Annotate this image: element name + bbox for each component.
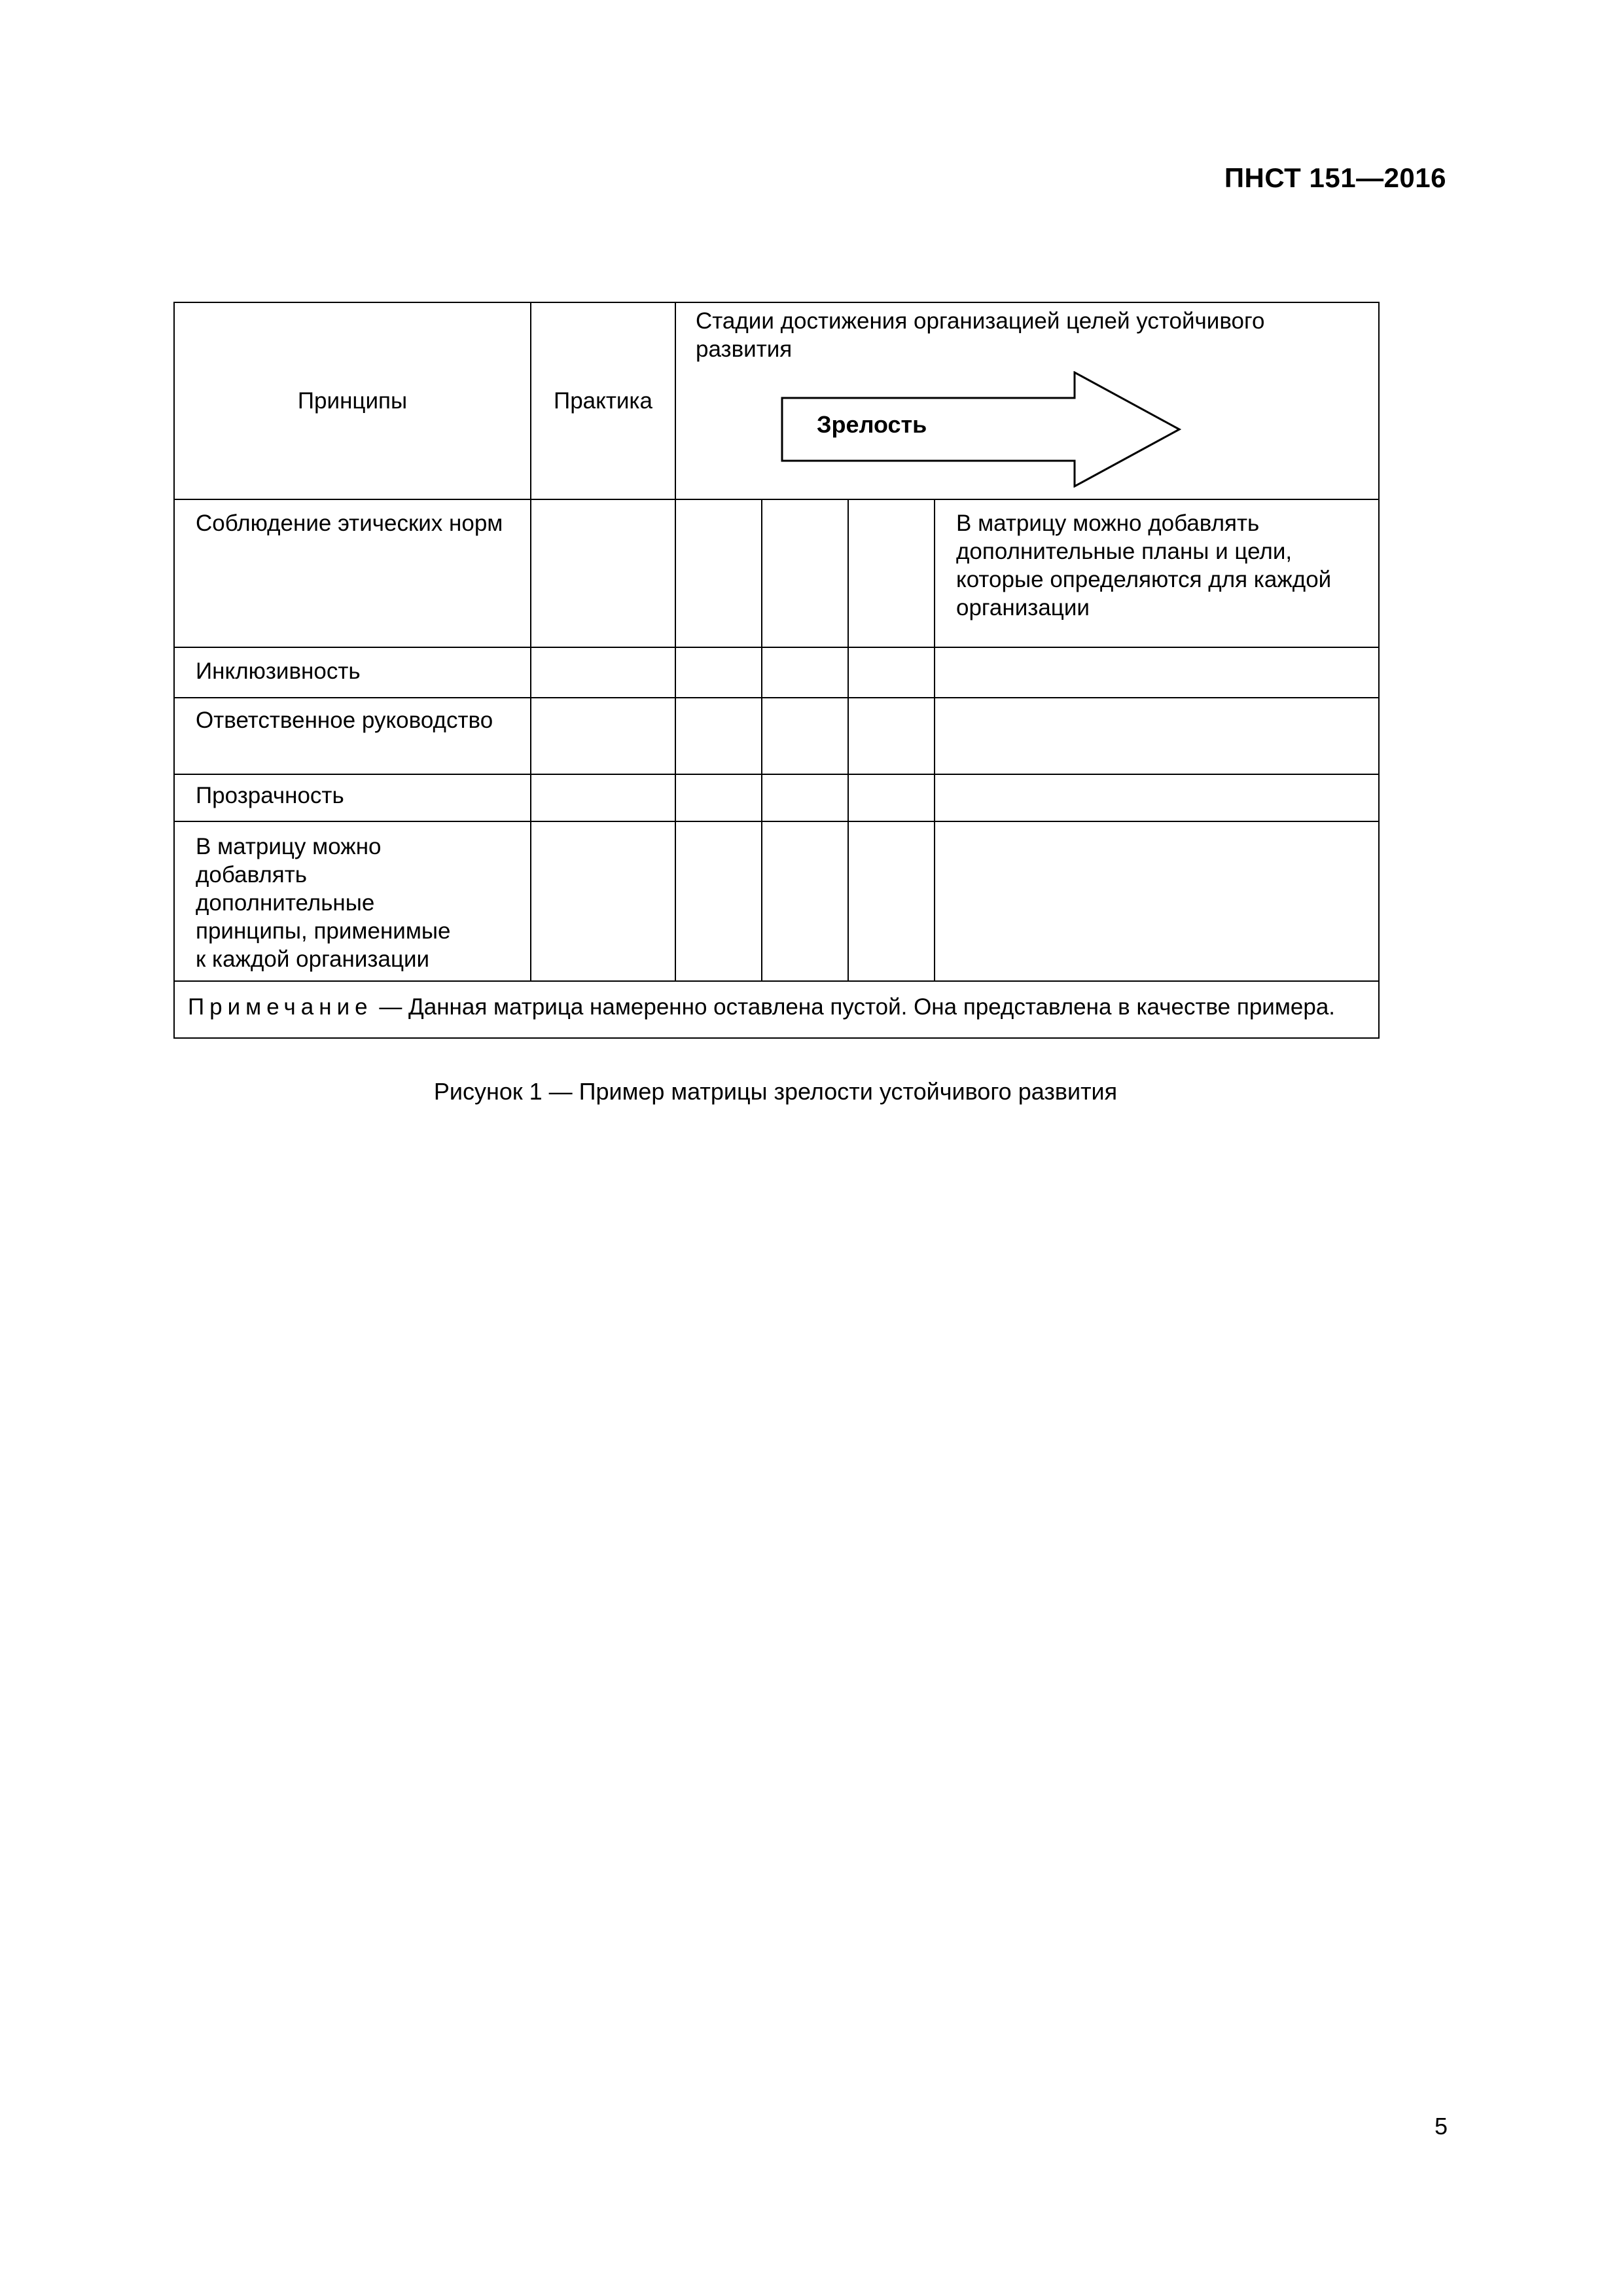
stage-cell (848, 499, 935, 647)
page-number: 5 (1434, 2113, 1448, 2140)
principle-cell (174, 698, 531, 774)
table-row (174, 499, 1379, 647)
practice-cell (531, 821, 675, 981)
stage-cell (675, 698, 762, 774)
stage-cell (675, 647, 762, 698)
extra-text: В матрицу можно добавлять дополнительные планы и цели, которые определяются для каждой организации (956, 511, 1332, 620)
stage-cell (762, 774, 848, 821)
stage-cell (848, 698, 935, 774)
practice-cell (531, 774, 675, 821)
stage-cell (675, 821, 762, 981)
header-stages (675, 302, 1379, 499)
extra-cell (935, 499, 1379, 647)
note-text: — Данная матрица намеренно оставлена пустой. Она представлена в качестве примера. (372, 994, 1336, 1020)
document-code: ПНСТ 151—2016 (1224, 162, 1446, 193)
principle-text: В матрицу можно добавлять дополнительные принципы, применимые к каждой организации (196, 834, 451, 972)
arrow-label: Зрелость (817, 411, 927, 438)
principle-text: Инклюзивность (196, 658, 361, 684)
note-label: Примечание (188, 994, 373, 1020)
table-row (174, 698, 1379, 774)
maturity-arrow-icon (781, 371, 1181, 488)
stage-cell (675, 774, 762, 821)
stage-cell (848, 821, 935, 981)
table-row (174, 774, 1379, 821)
maturity-matrix-table (173, 302, 1380, 1039)
extra-cell (935, 698, 1379, 774)
practice-cell (531, 698, 675, 774)
extra-cell (935, 774, 1379, 821)
stage-cell (675, 499, 762, 647)
stage-cell (762, 821, 848, 981)
principle-cell (174, 647, 531, 698)
stage-cell (848, 774, 935, 821)
stages-label: Стадии достижения организацией целей устойчивого развития (696, 308, 1265, 362)
stage-cell (848, 647, 935, 698)
principle-text: Ответственное руководство (196, 708, 493, 733)
header-practice: Практика (531, 302, 675, 499)
extra-cell (935, 647, 1379, 698)
table-row (174, 821, 1379, 981)
principle-cell (174, 774, 531, 821)
note-cell (174, 981, 1379, 1038)
stage-cell (762, 647, 848, 698)
principle-text: Соблюдение этических норм (196, 511, 503, 536)
stage-cell (762, 698, 848, 774)
extra-cell (935, 821, 1379, 981)
principle-cell (174, 499, 531, 647)
table-row (174, 647, 1379, 698)
header-principles: Принципы (174, 302, 531, 499)
practice-cell (531, 647, 675, 698)
stage-cell (762, 499, 848, 647)
header-row (174, 302, 1379, 499)
principle-cell (174, 821, 531, 981)
practice-cell (531, 499, 675, 647)
principle-text: Прозрачность (196, 783, 344, 808)
figure-caption: Рисунок 1 — Пример матрицы зрелости устойчивого развития (433, 1078, 1118, 1105)
note-row (174, 981, 1379, 1038)
